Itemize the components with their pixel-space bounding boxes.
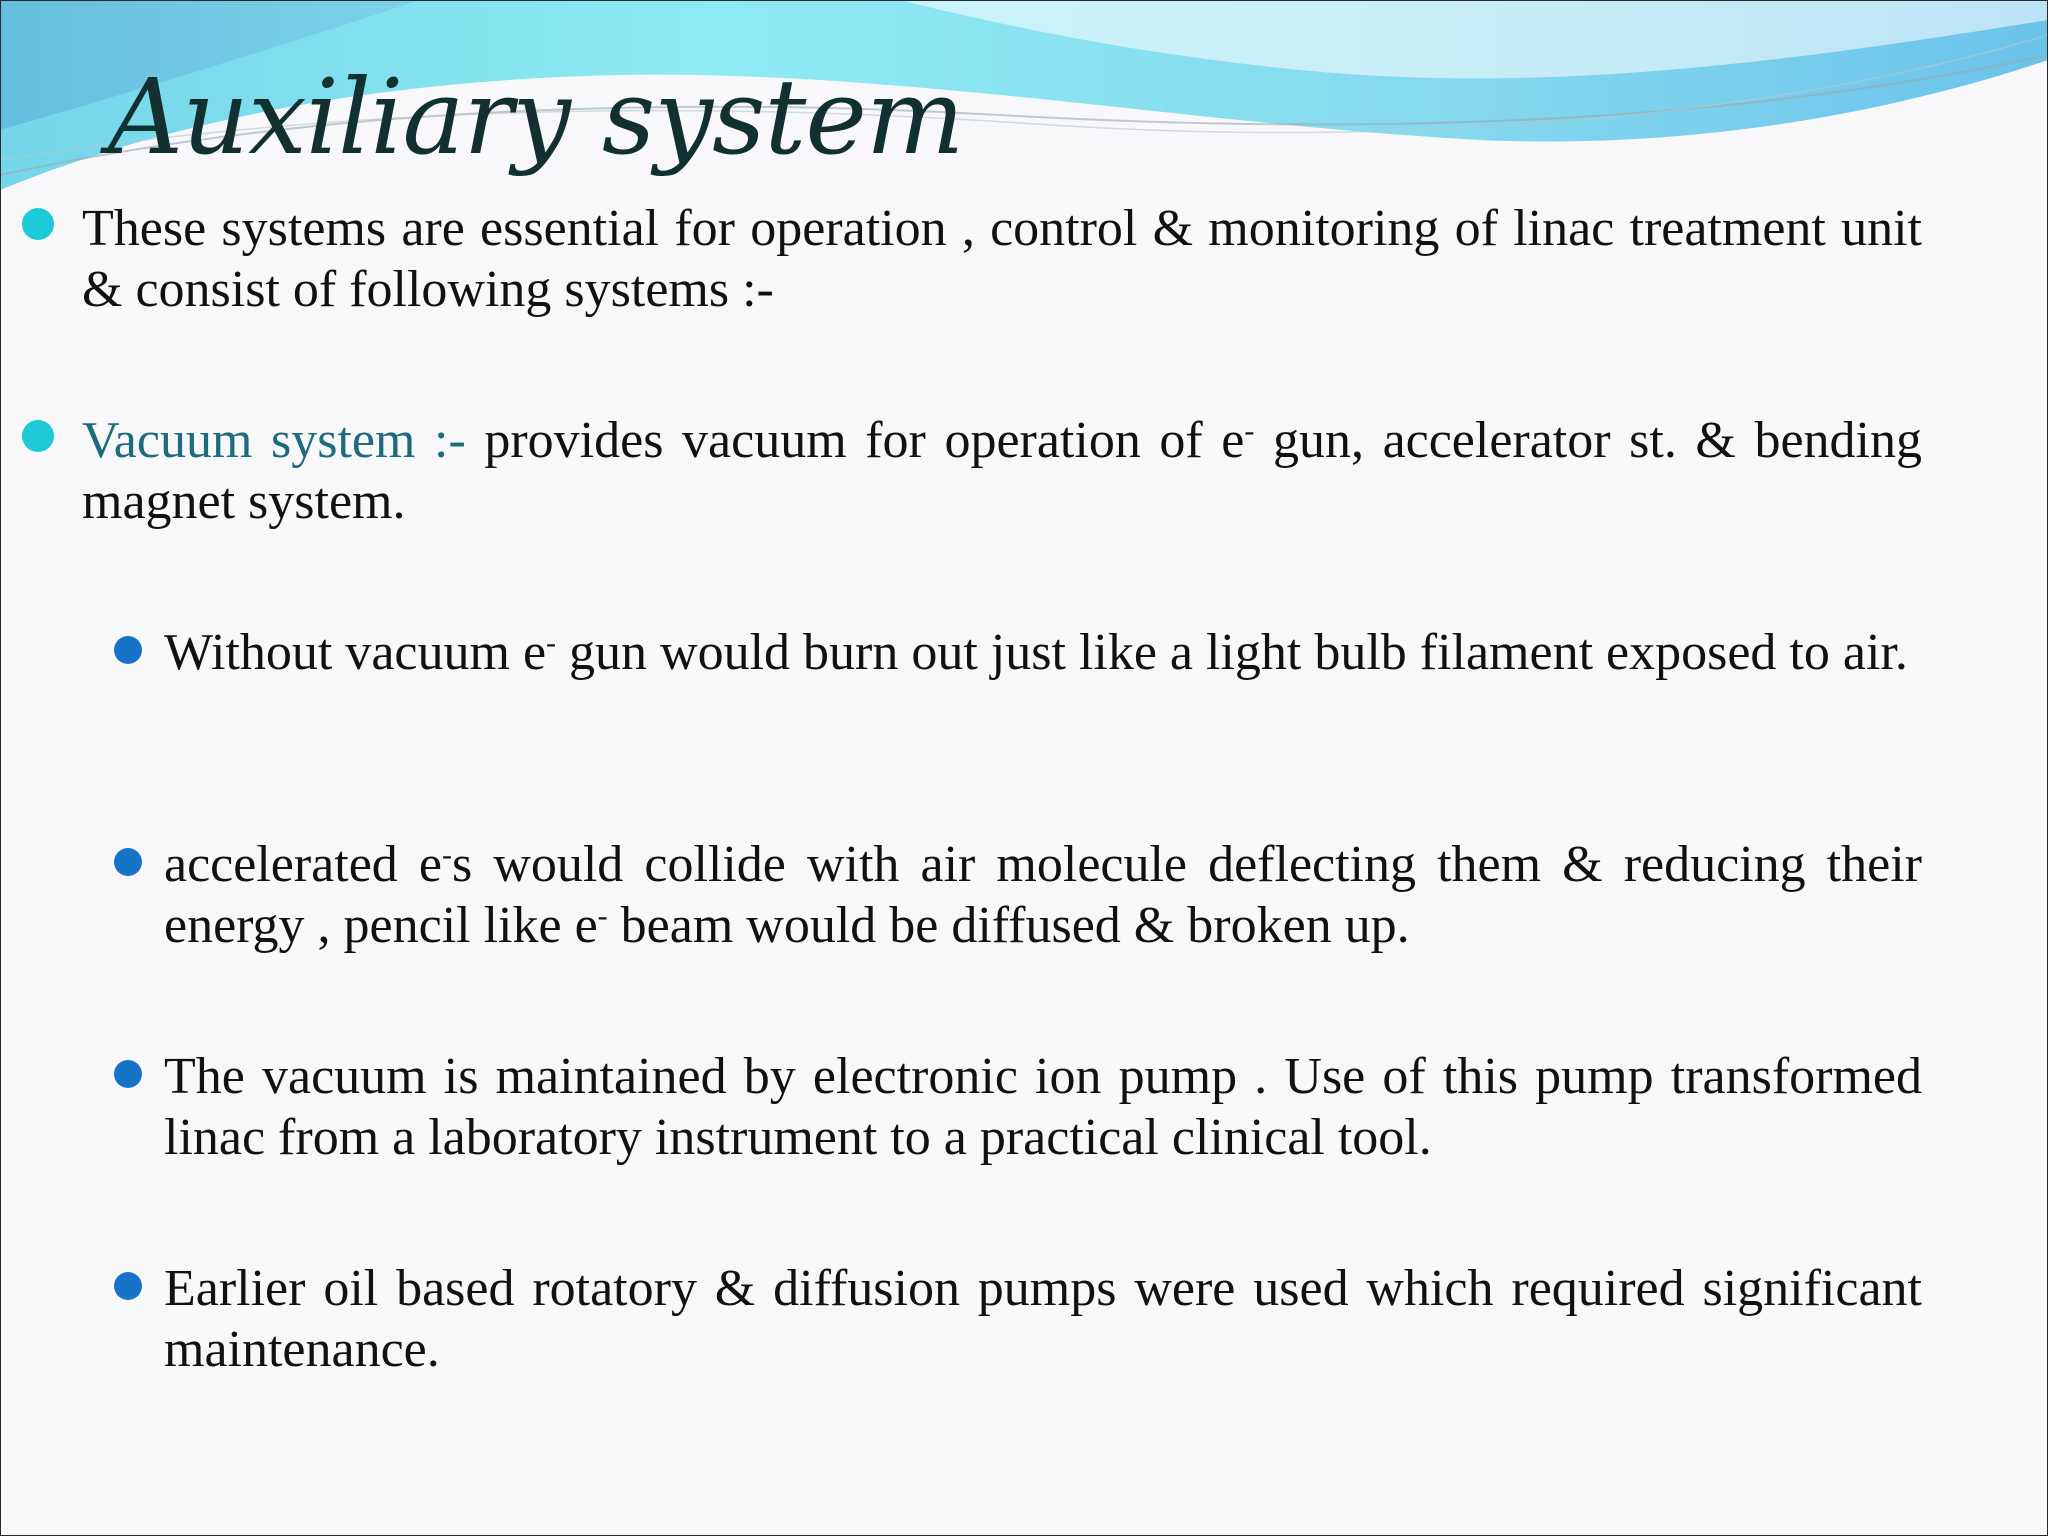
subbullet-text-b: gun would burn out just like a light bulb filament exposed to air. xyxy=(556,624,1908,681)
subbullet-ion-pump xyxy=(164,1046,1922,1168)
electron-superscript: - xyxy=(441,838,452,872)
vacuum-system-label: Vacuum system :- xyxy=(82,412,466,469)
subbullet-text-c: beam would be diffused & broken up. xyxy=(607,897,1410,954)
vacuum-system-text-b: gun, accelerator st. & bending magnet system. xyxy=(82,412,1922,530)
subbullet-text-a: accelerated e xyxy=(164,836,442,893)
electron-superscript: - xyxy=(1244,414,1255,448)
electron-superscript: - xyxy=(546,626,557,660)
bullet-intro xyxy=(82,198,1922,320)
subbullet-text: Earlier oil based rotatory & diffusion pumps were used which required significant maintenance. xyxy=(164,1260,1922,1378)
subbullet-oil-pumps xyxy=(164,1258,1922,1380)
subbullet-dot-icon xyxy=(114,1272,142,1300)
bullet-vacuum-system xyxy=(82,410,1922,532)
slide-title: Auxiliary system xyxy=(108,56,964,178)
vacuum-system-text-a: provides vacuum for operation of e xyxy=(465,412,1245,469)
subbullet-dot-icon xyxy=(114,1060,142,1088)
subbullet-dot-icon xyxy=(114,636,142,664)
subbullet-text-a: Without vacuum e xyxy=(164,624,547,681)
subbullet-dot-icon xyxy=(114,848,142,876)
subbullet-accelerated-electrons xyxy=(164,834,1922,956)
electron-superscript: - xyxy=(597,899,608,933)
subbullet-text-b: s would collide with air molecule deflecting them & reducing their energy , pencil like e xyxy=(164,836,1922,954)
bullet-intro-text: These systems are essential for operation , control & monitoring of linac treatment unit & consist of following systems :- xyxy=(82,200,1922,318)
bullet-dot-icon xyxy=(22,208,54,240)
subbullet-text: The vacuum is maintained by electronic ion pump . Use of this pump transformed linac from a laboratory instrument to a practical clinical tool. xyxy=(164,1048,1922,1166)
bullet-dot-icon xyxy=(22,420,54,452)
subbullet-without-vacuum xyxy=(164,622,1922,683)
